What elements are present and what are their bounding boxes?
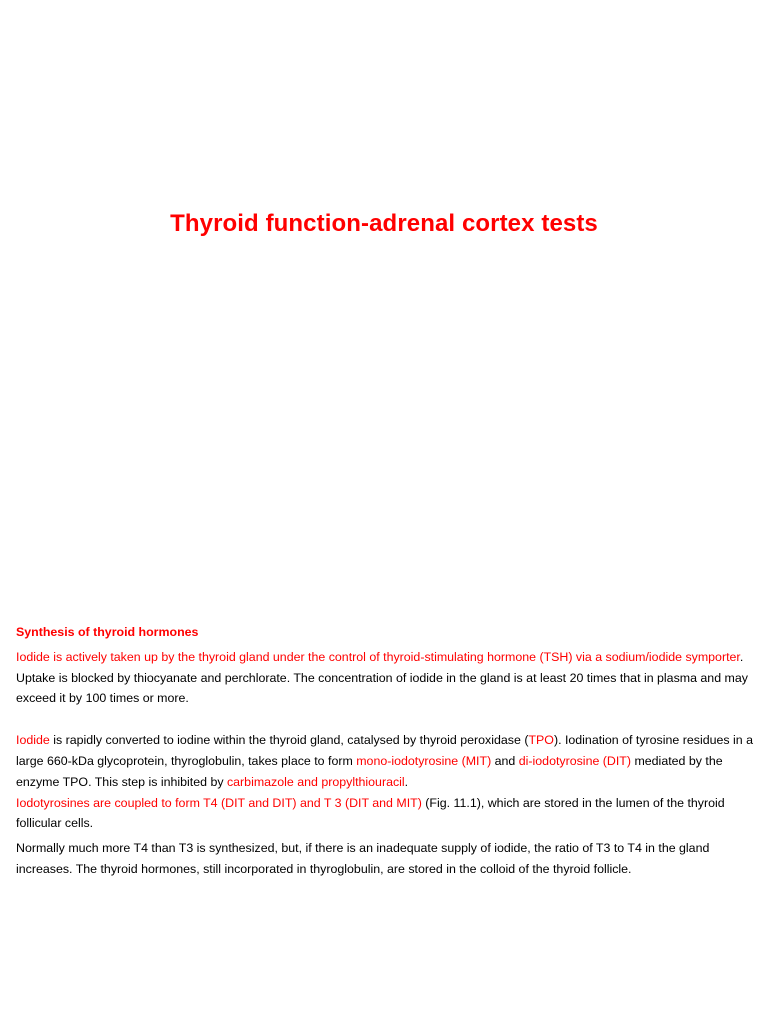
section-heading: Synthesis of thyroid hormones — [16, 625, 199, 639]
paragraph-coupling — [16, 793, 761, 835]
highlight-text: Iodotyrosines are coupled to form T4 (DIT and DIT) and T 3 (DIT and MIT) — [16, 795, 422, 810]
highlight-text: di-iodotyrosine (DIT) — [518, 753, 632, 768]
page-title: Thyroid function-adrenal cortex tests — [170, 210, 598, 237]
highlight-text: carbimazole and propylthiouracil — [226, 774, 405, 789]
paragraph-spacer — [16, 709, 761, 730]
body-text: Normally much more T4 than T3 is synthesized, but, if there is an inadequate supply of iodide, the ratio of T3 to T4 in the gland increases. The thyroid hormones, still incorporated in thyroglobulin, are stored in the colloid of the thyroid follicle. — [16, 841, 710, 876]
body-text: and — [491, 753, 519, 768]
paragraph-t4-t3-ratio — [16, 838, 761, 880]
paragraph-iodination — [16, 730, 761, 792]
body-text: . Uptake is blocked by thiocyanate and perchlorate. The concentration of iodide in the gland is at least 20 times that in plasma and may exceed it by 100 times or more. — [16, 649, 748, 706]
paragraph-iodide-uptake — [16, 647, 761, 709]
body-text: mediated by the enzyme TPO. This step is inhibited by — [16, 753, 723, 789]
body-text: (Fig. 11.1), which are stored in the lumen of the thyroid follicular cells. — [16, 795, 725, 831]
highlight-text: mono-iodotyrosine (MIT) — [356, 753, 492, 768]
body-text: is rapidly converted to iodine within the thyroid gland, catalysed by thyroid peroxidase ( — [49, 733, 529, 748]
highlight-text: TPO — [528, 733, 554, 748]
body-text: ). Iodination of tyrosine residues in a large 660-kDa glycoprotein, thyroglobulin, takes place to form — [16, 733, 753, 768]
document-body — [16, 622, 761, 880]
highlight-text: Iodide is actively taken up by the thyroid gland under the control of thyroid-stimulating hormone (TSH) via a sodium/iodide symporter — [16, 649, 740, 664]
body-text: . — [404, 774, 409, 789]
highlight-text: Iodide — [16, 733, 50, 748]
